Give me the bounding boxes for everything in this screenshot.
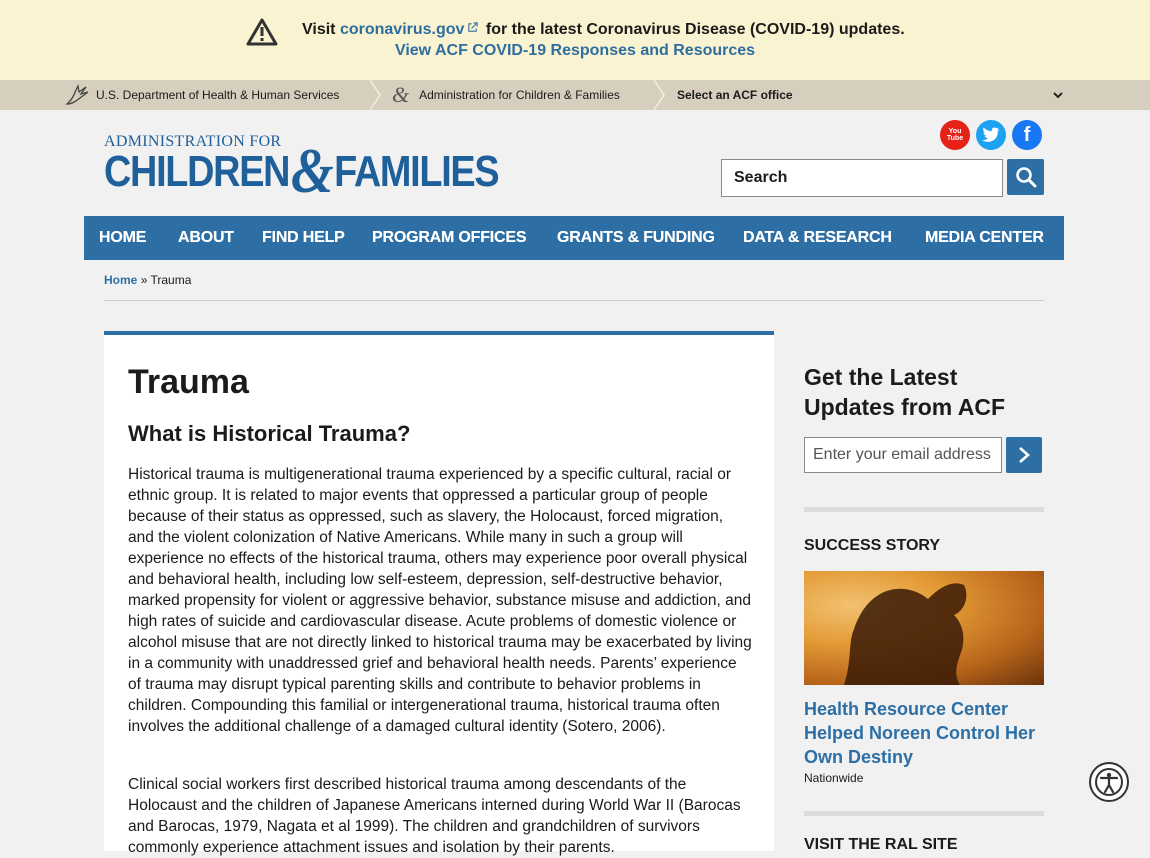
page-title: Trauma: [128, 363, 249, 401]
hhs-link[interactable]: [64, 80, 339, 110]
acf-label: Administration for Children & Families: [419, 88, 620, 102]
alert-rest-text: for the latest Coronavirus Disease (COVID-19) updates.: [485, 21, 905, 38]
subscribe-button[interactable]: [1006, 437, 1042, 473]
paragraph-1: Historical trauma is multigenerational trauma experienced by a specific cultural, racial or ethnic group. It is related to major events that oppressed a particular group of people because of their status as oppressed, such as slavery, the Holocaust, forced migration, and the violent colonization of Native Americans. While many in such a group will experience no effects of the historical trauma, others may experience poor overall physical and behavioral health, including low self-esteem, depression, self-destructive behavior, marked propensity for violent or aggressive behavior, substance misuse and addiction, and high rates of suicide and cardiovascular disease. Acute problems of domestic violence or alcohol misuse that are not directly linked to historical trauma may be exacerbated by living in a community with unaddressed grief and behavioral health needs. Parents’ experience of trauma may disrupt typical parenting skills and contribute to behavior problems in children. Compounding this familial or intergenerational trauma, historical trauma often involves the additional challenge of a damaged cultural identity (Sotero, 2006).: [128, 466, 752, 735]
email-field[interactable]: [804, 437, 1002, 473]
twitter-icon[interactable]: [976, 120, 1006, 150]
breadcrumb-home[interactable]: Home: [104, 273, 138, 287]
hhs-label: U.S. Department of Health & Human Services: [96, 88, 340, 102]
logo-main-text: CHILDREN&FAMILIES: [104, 135, 499, 206]
silhouette-image: [804, 571, 1044, 685]
nav-data-research[interactable]: DATA & RESEARCH: [743, 229, 892, 246]
breadcrumb-separator: »: [140, 273, 148, 287]
section-heading: What is Historical Trauma?: [128, 421, 411, 446]
nav-home[interactable]: HOME: [99, 229, 147, 246]
updates-heading: Get the Latest Updates from ACF: [804, 364, 1006, 420]
acf-link[interactable]: [392, 80, 620, 110]
accessibility-icon[interactable]: [1089, 762, 1129, 802]
nav-about[interactable]: ABOUT: [178, 229, 234, 246]
agency-bar: [0, 80, 1150, 110]
nav-media-center[interactable]: MEDIA CENTER: [925, 229, 1044, 246]
main-content: [104, 331, 774, 856]
breadcrumb-current: Trauma: [150, 273, 192, 287]
divider-chevron-icon: [368, 80, 382, 110]
acf-covid-resources-link[interactable]: View ACF COVID-19 Responses and Resources: [394, 42, 756, 59]
facebook-icon[interactable]: f: [1012, 120, 1042, 150]
acf-logo[interactable]: [104, 133, 499, 206]
divider: [104, 300, 1044, 301]
sidebar-divider: [804, 811, 1044, 816]
breadcrumb: [104, 273, 191, 287]
logo-top-text: ADMINISTRATION FOR: [104, 133, 282, 150]
office-select[interactable]: Select an ACF office: [677, 88, 793, 102]
main-nav: [84, 216, 1064, 260]
search-button[interactable]: [1007, 159, 1044, 195]
alert-visit-text: Visit: [302, 21, 336, 38]
search-icon: [1015, 166, 1037, 188]
coronavirus-gov-link[interactable]: coronavirus.gov: [340, 21, 481, 38]
hhs-eagle-icon: [64, 82, 90, 108]
nav-grants-funding[interactable]: GRANTS & FUNDING: [557, 229, 715, 246]
external-link-icon: [467, 22, 478, 33]
alert-message: [302, 21, 905, 39]
youtube-icon[interactable]: You Tube: [940, 120, 970, 150]
sidebar-divider: [804, 507, 1044, 512]
search-input[interactable]: [721, 159, 1003, 197]
success-story-location: Nationwide: [804, 771, 864, 785]
nav-program-offices[interactable]: PROGRAM OFFICES: [372, 229, 527, 246]
chevron-right-icon: [1017, 446, 1031, 464]
divider-chevron-icon: [652, 80, 666, 110]
paragraph-2: Clinical social workers first described historical trauma among descendants of the Holocaust and the children of Japanese Americans interned during World War II (Barocas and Barocas, 1979, Nagata et al 1999). The children and grandchildren of survivors commonly experience attachment issues and isolation by their parents.: [128, 776, 741, 856]
acf-ampersand-icon: &: [392, 82, 410, 107]
next-sidebar-heading: VISIT THE RAL SITE: [804, 836, 958, 853]
success-story-heading: SUCCESS STORY: [804, 537, 941, 554]
success-story-image[interactable]: [804, 571, 1044, 685]
success-story-link[interactable]: Health Resource Center Helped Noreen Control Her Own Destiny: [804, 699, 1036, 767]
nav-find-help[interactable]: FIND HELP: [262, 229, 345, 246]
chevron-down-icon[interactable]: [1052, 89, 1064, 101]
covid-alert-banner: [0, 0, 1150, 80]
